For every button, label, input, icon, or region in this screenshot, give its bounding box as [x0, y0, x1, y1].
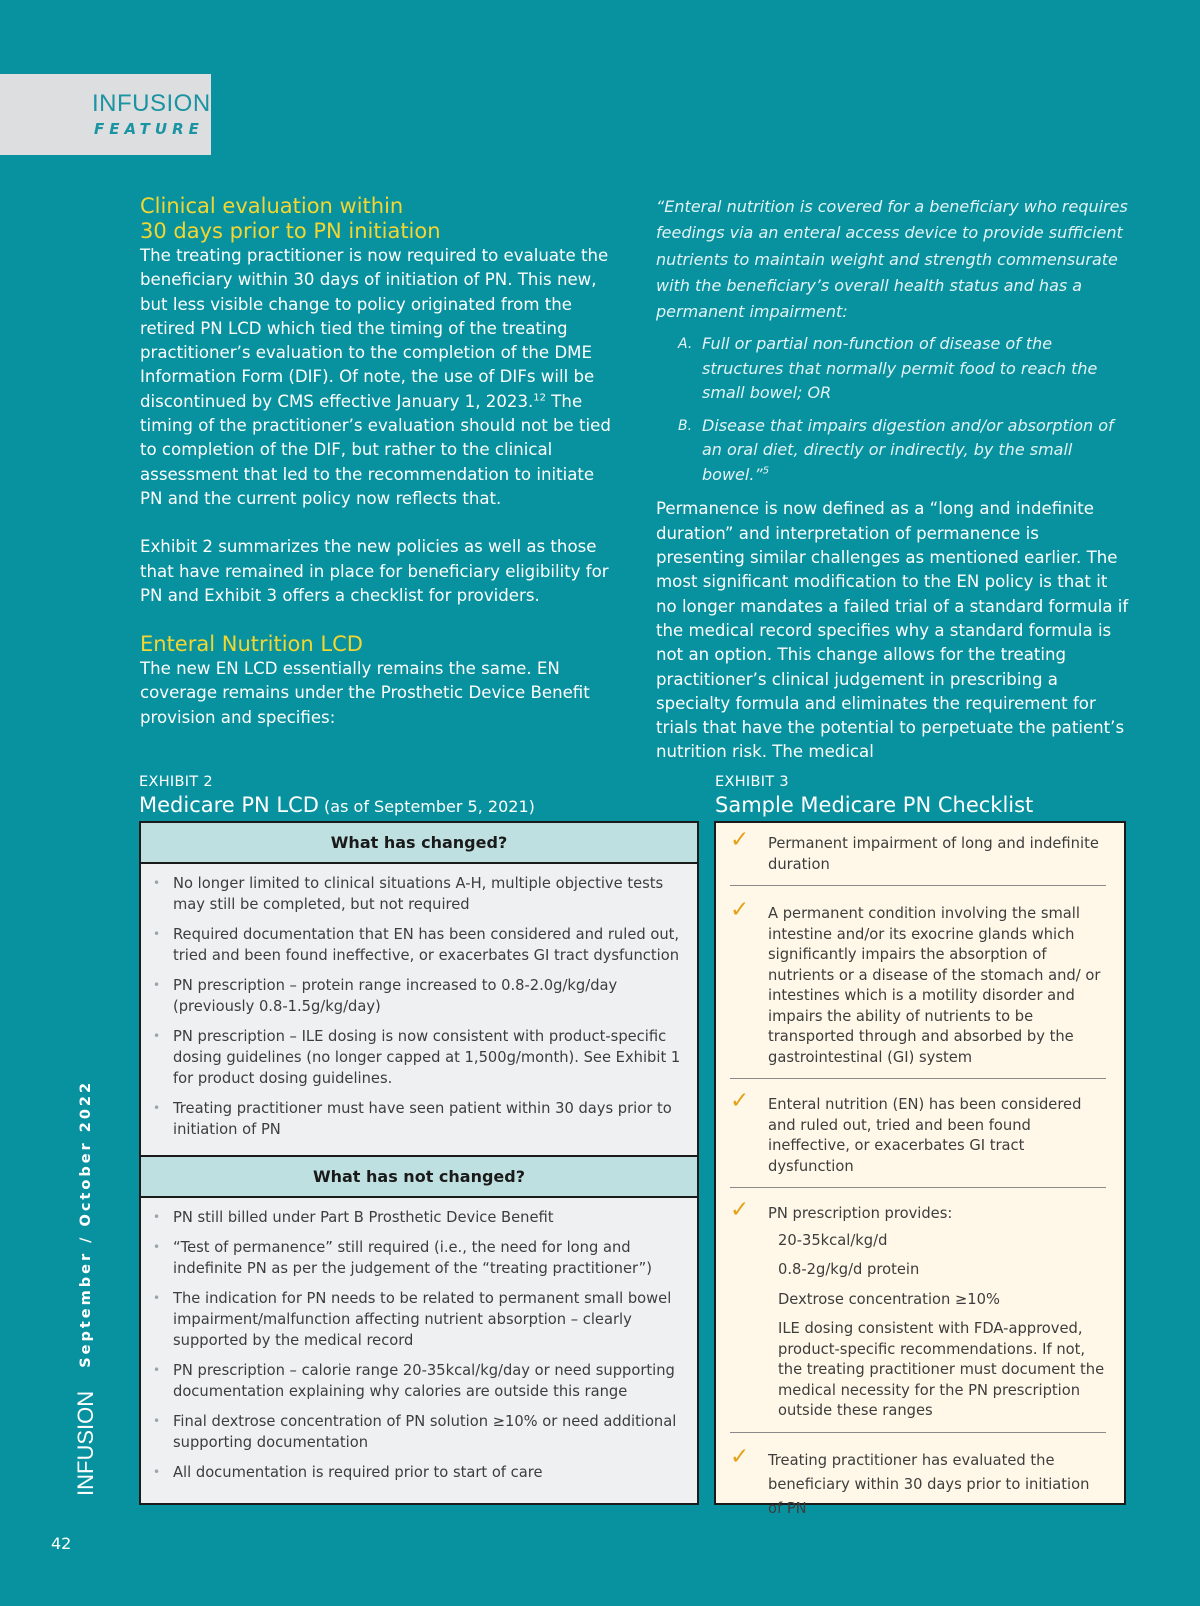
quote-item-a [656, 332, 1130, 406]
sub-item: ILE dosing consistent with FDA-approved, product-specific recommendations. If not, the treating practitioner must document the medical necessity for the PN prescription outside these ranges [778, 1320, 1105, 1419]
side-brand-logo: INFUSION [73, 1390, 98, 1496]
footnote-5: 5 [762, 465, 770, 477]
changed-header: What has changed? [141, 823, 697, 864]
list-item: • Final dextrose concentration of PN solution ≥10% or need additional supporting documentation [173, 1411, 687, 1453]
checklist-item [730, 1079, 1106, 1188]
checklist-text: Permanent impairment of long and indefinite duration [768, 835, 1099, 873]
quote-item-letter: B. [678, 417, 693, 434]
list-item: • The indication for PN needs to be related to permanent small bowel impairment/malfunction affecting nutrient absorption – clearly supported by the medical record [173, 1288, 687, 1351]
exhibit-2-label: EXHIBIT 2 [139, 774, 213, 790]
feature-logo-box [0, 74, 211, 155]
list-item: • Required documentation that EN has been considered and ruled out, tried and been found ineffective, or exacerbates GI tract dysfunction [173, 924, 687, 966]
list-item: • PN still billed under Part B Prosthetic Device Benefit [173, 1207, 687, 1228]
feature-label: FEATURE [94, 120, 204, 138]
exhibit-2-title [139, 793, 535, 817]
sub-item: 0.8-2g/kg/d protein [778, 1261, 920, 1278]
p1-text: The treating practitioner is now required to evaluate the beneficiary within 30 days of initiation of PN. This new, but less visible change to policy originated from the retired PN LCD which tied the timing of the treating practitioner’s evaluation to the completion of the DME Information Form (DIF). Of note, the use of DIFs will be discontinued by CMS effective January 1, 2023. [140, 246, 609, 411]
heading-line-2: 30 days prior to PN initiation [140, 219, 441, 243]
exhibit-2-table [139, 821, 699, 1505]
list-item: • “Test of permanence” still required (i.e., the need for long and indefinite PN as per the judgement of the “treating practitioner”) [173, 1237, 687, 1279]
unchanged-header: What has not changed? [141, 1155, 697, 1198]
quote-item-text: Disease that impairs digestion and/or absorption of an oral diet, directly or indirectly, by the small bowel.” [702, 415, 1114, 484]
list-item: • All documentation is required prior to start of care [173, 1462, 687, 1483]
unchanged-list [141, 1198, 697, 1498]
heading-enteral-nutrition: Enteral Nutrition LCD [140, 632, 363, 657]
checklist-item [730, 886, 1106, 1079]
checklist-item [730, 823, 1106, 886]
heading-clinical-evaluation [140, 194, 616, 244]
pn-prescription-subitems [778, 1231, 1106, 1422]
paragraph-en-lcd: The new EN LCD essentially remains the same. EN coverage remains under the Prosthetic Device Benefit provision and specifies: [140, 659, 590, 727]
issue-date: September / October 2022 [78, 1079, 94, 1368]
right-column [656, 194, 1130, 765]
list-item: • PN prescription – ILE dosing is now consistent with product-specific dosing guidelines (no longer capped at 1,500g/month). See Exhibit 1 for product dosing guidelines. [173, 1026, 687, 1089]
checklist-item [730, 1433, 1106, 1531]
quote-item-text: Full or partial non-function of disease of the structures that normally permit food to reach the small bowel; OR [702, 334, 1098, 403]
quote-item-letter: A. [678, 336, 693, 353]
sub-item: Dextrose concentration ≥10% [778, 1290, 1000, 1308]
paragraph-clinical-evaluation [140, 244, 616, 511]
checkmark-icon: ✓ [730, 1443, 750, 1470]
paragraph-exhibit-summary: Exhibit 2 summarizes the new policies as well as those that have remained in place for beneficiary eligibility for PN and Exhibit 3 offers a checklist for providers. [140, 537, 609, 605]
checklist-text: Treating practitioner has evaluated the beneficiary within 30 days prior to initiation of PN [768, 1451, 1090, 1517]
checkmark-icon: ✓ [730, 827, 750, 853]
list-item: • No longer limited to clinical situations A-H, multiple objective tests may still be completed, but not required [173, 873, 687, 915]
checklist-text: Enteral nutrition (EN) has been considered and ruled out, tried and been found ineffective, or exacerbates GI tract dysfunction [768, 1096, 1082, 1175]
p1-tail-text: The timing of the practitioner’s evaluation should not be tied to completion of the DIF, but rather to the clinical assessment that led to the recommendation to initiate PN and the current policy now reflects that. [140, 391, 611, 508]
checkmark-icon: ✓ [730, 1197, 750, 1223]
paragraph-permanence: Permanence is now defined as a “long and indefinite duration” and interpretation of permanence is presenting similar challenges as mentioned earlier. The most significant modification to the EN policy is that it no longer mandates a failed trial of a standard formula if the medical record specifies why a standard formula is not an option. This change allows for the treating practitioner’s clinical judgement in prescribing a specialty formula and eliminates the requirement for trials that have the potential to perpetuate the patient’s nutrition risk. The medical [656, 499, 1129, 762]
sub-item: 20-35kcal/kg/d [778, 1231, 888, 1249]
exhibit-2-title-date: (as of September 5, 2021) [318, 797, 535, 816]
footnote-12: 12 [533, 392, 547, 404]
page-number: 42 [51, 1534, 72, 1553]
quote-list [656, 332, 1130, 487]
changed-list [141, 864, 697, 1155]
exhibit-3-title: Sample Medicare PN Checklist [715, 793, 1034, 817]
exhibit-3-label: EXHIBIT 3 [715, 774, 789, 790]
checklist-text: A permanent condition involving the small intestine and/or its exocrine glands which significantly impairs the absorption of nutrients or a disease of the stomach and/ or intestines which is a motility disorder and impairs the ability of nutrients to be transported through and absorbed by the gastrointestinal (GI) system [768, 905, 1101, 1066]
en-coverage-quote: “Enteral nutrition is covered for a beneficiary who requires feedings via an enteral access device to provide sufficient nutrients to maintain weight and strength commensurate with the beneficiary’s overall health status and has a permanent impairment: [656, 197, 1128, 322]
list-item: • Treating practitioner must have seen patient within 30 days prior to initiation of PN [173, 1098, 687, 1140]
checkmark-icon: ✓ [730, 897, 750, 923]
list-item: • PN prescription – calorie range 20-35kcal/kg/day or need supporting documentation explaining why calories are outside this range [173, 1360, 687, 1402]
quote-item-b [656, 414, 1130, 488]
left-column [140, 194, 616, 730]
heading-line-1: Clinical evaluation within [140, 194, 404, 218]
infusion-logo: INFUSION [92, 90, 211, 117]
checkmark-icon: ✓ [730, 1088, 750, 1114]
exhibit-2-title-text: Medicare PN LCD [139, 793, 319, 817]
checklist-item [730, 1188, 1106, 1433]
list-item: • PN prescription – protein range increased to 0.8-2.0g/kg/day (previously 0.8-1.5g/kg/day) [173, 975, 687, 1017]
side-footer [73, 1080, 99, 1496]
checklist-text: PN prescription provides: [768, 1205, 953, 1222]
exhibit-3-checklist [714, 821, 1126, 1517]
